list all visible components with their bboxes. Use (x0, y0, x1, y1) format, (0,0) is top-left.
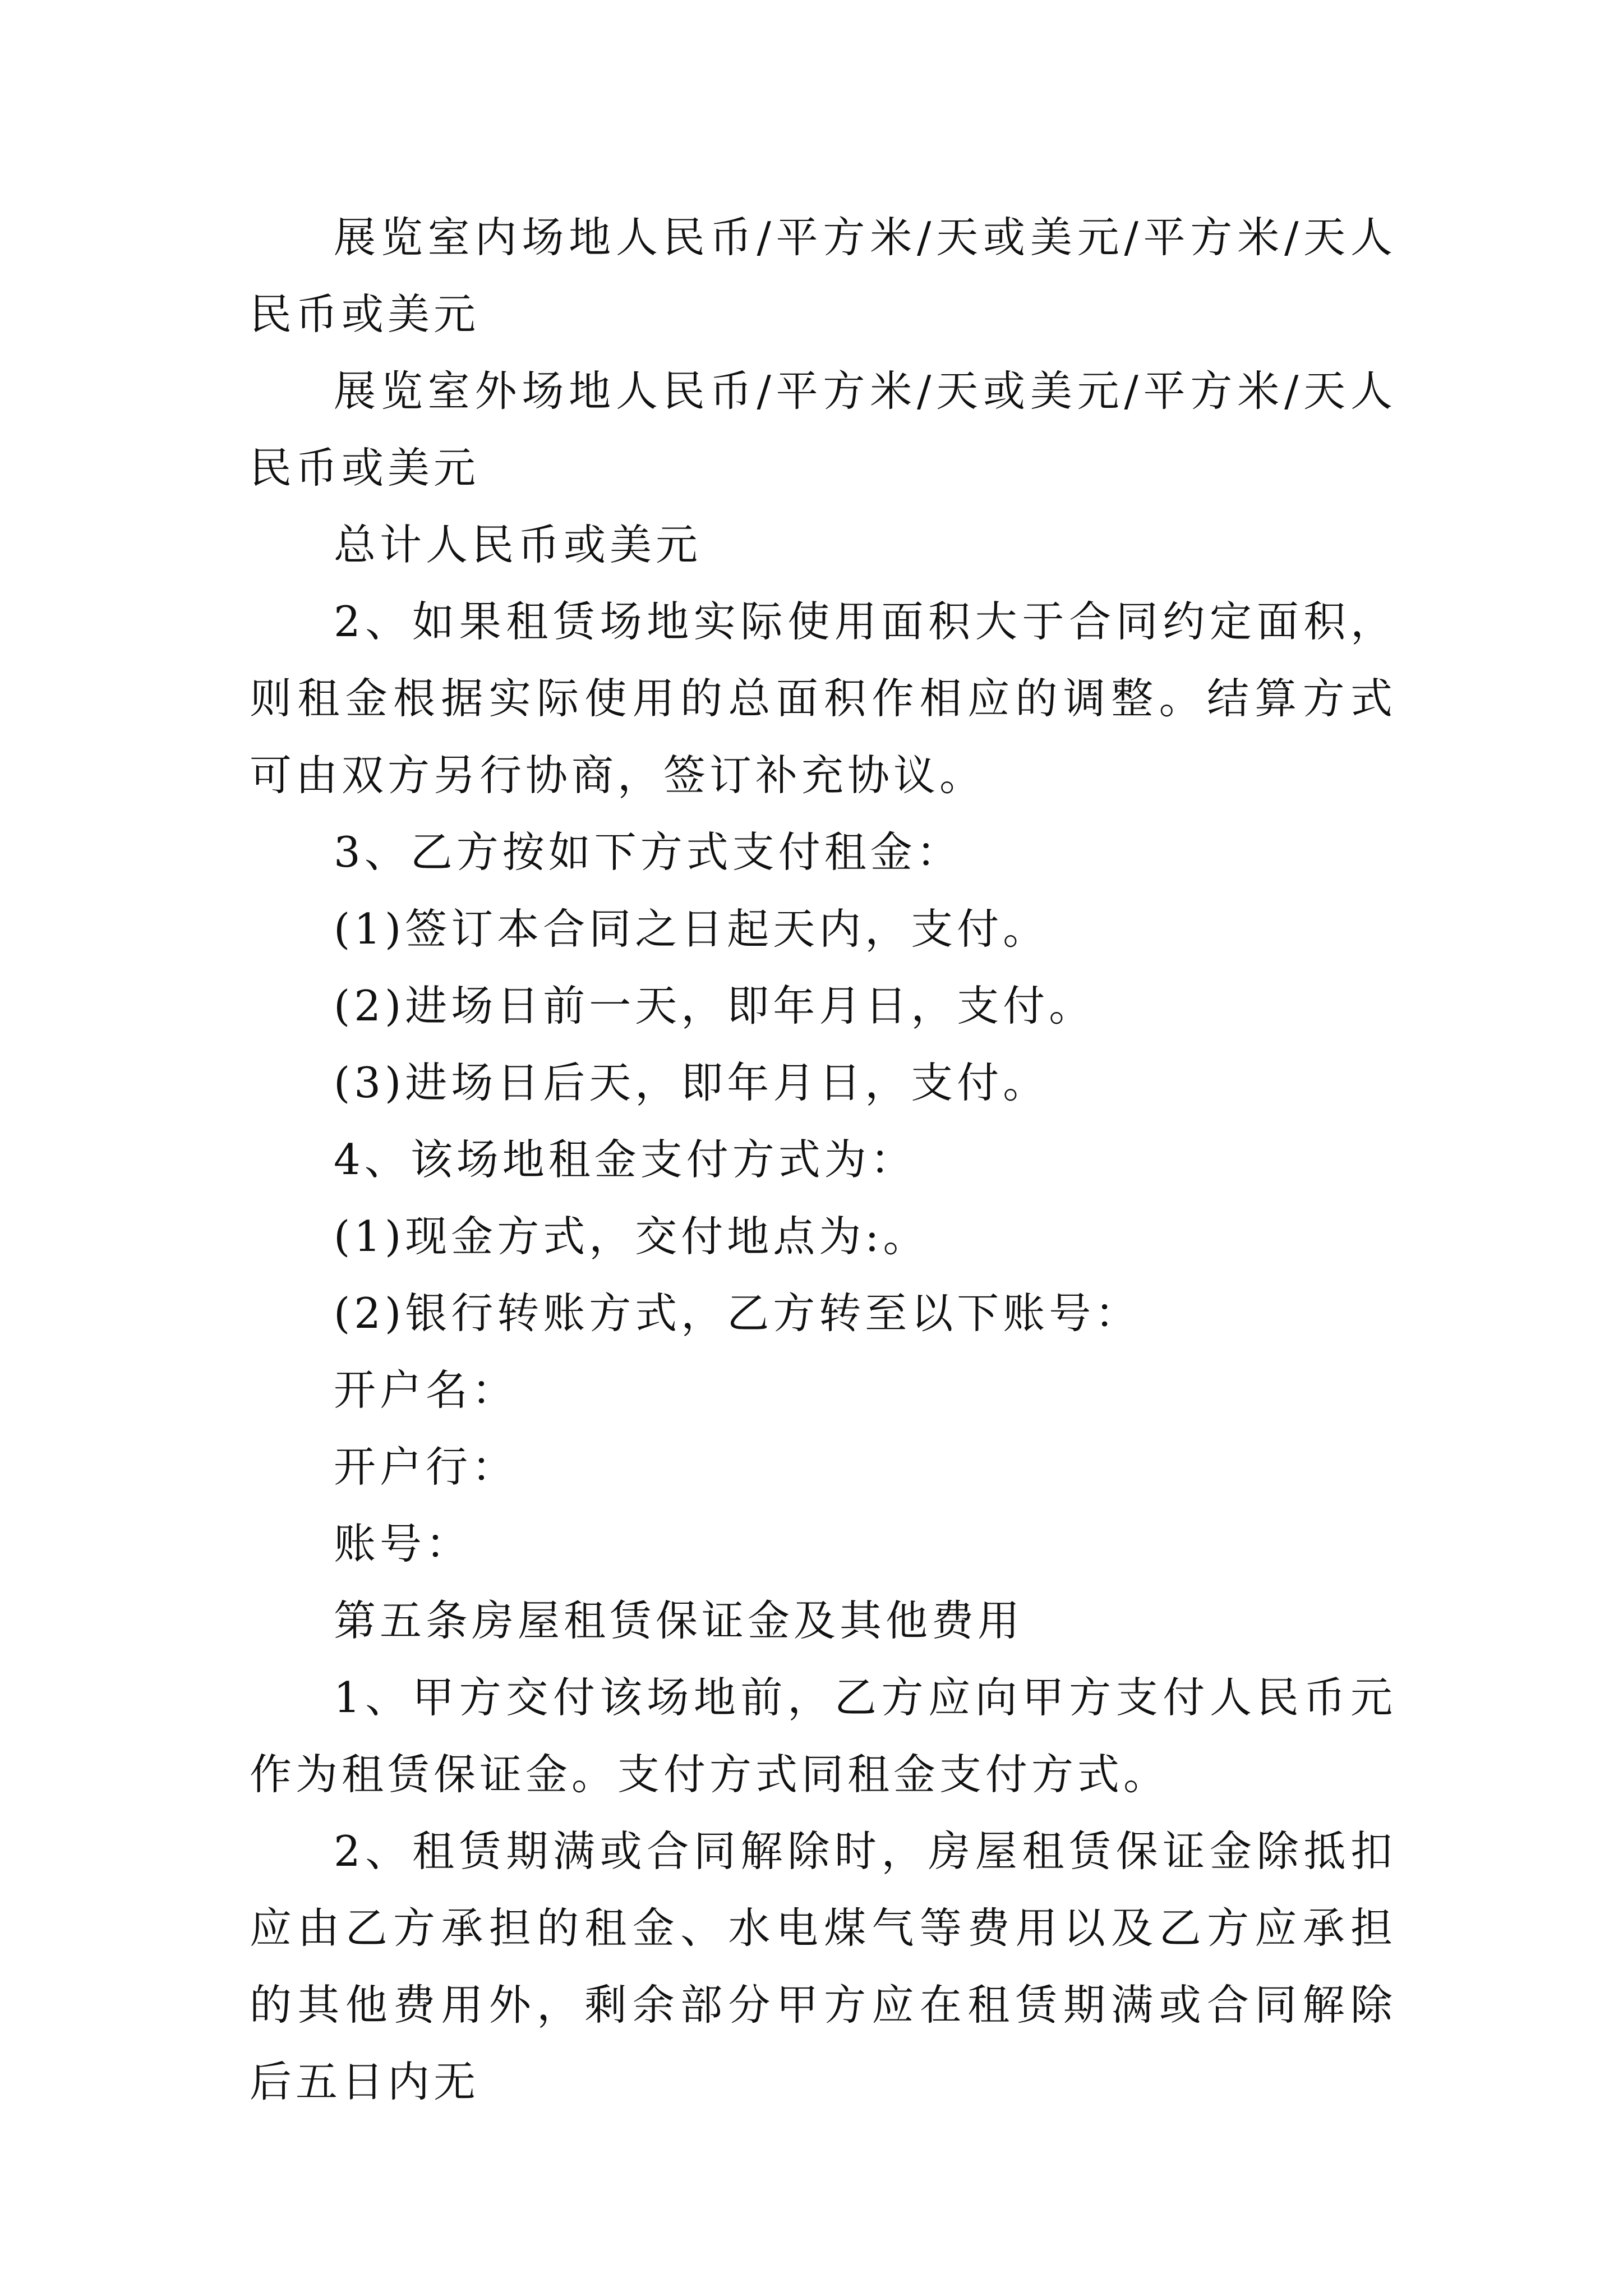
paragraph-cash: (1)现金方式，交付地点为:。 (334, 1212, 929, 1261)
paragraph-clause-4: 4、该场地租金支付方式为： (334, 1135, 916, 1184)
paragraph-clause-3: 3、乙方按如下方式支付租金： (334, 827, 962, 877)
paragraph-clause-2: 2、如果租赁场地实际使用面积大于合同约定面积，则租金根据实际使用的总面积作相应的调整。结算方式可由双方另行协商，签订补充协议。 (250, 597, 1396, 800)
paragraph-account-name: 开户名： (334, 1365, 518, 1415)
paragraph-item-1: (1)签订本合同之日起天内，支付。 (334, 904, 1049, 954)
paragraph-article-5-heading: 第五条房屋租赁保证金及其他费用 (334, 1596, 1024, 1645)
paragraph-deposit-1: 1、甲方交付该场地前，乙方应向甲方支付人民币元作为租赁保证金。支付方式同租金支付方式。 (250, 1673, 1396, 1799)
paragraph-deposit-2: 2、租赁期满或合同解除时，房屋租赁保证金除抵扣应由乙方承担的租金、水电煤气等费用以及乙方应承担的其他费用外，剩余部分甲方应在租赁期满或合同解除后五日内无 (250, 1826, 1396, 2106)
paragraph-bank-transfer: (2)银行转账方式，乙方转至以下账号： (334, 1289, 1141, 1338)
paragraph-bank-name: 开户行： (334, 1442, 518, 1492)
document-body (250, 199, 1396, 2120)
paragraph-indoor-rate: 展览室内场地人民币/平方米/天或美元/平方米/天人民币或美元 (250, 213, 1396, 339)
paragraph-outdoor-rate: 展览室外场地人民币/平方米/天或美元/平方米/天人民币或美元 (250, 366, 1396, 493)
paragraph-total: 总计人民币或美元 (334, 520, 702, 569)
paragraph-account-number: 账号： (334, 1519, 472, 1568)
paragraph-item-2: (2)进场日前一天，即年月日，支付。 (334, 981, 1095, 1030)
paragraph-item-3: (3)进场日后天，即年月日，支付。 (334, 1058, 1049, 1107)
